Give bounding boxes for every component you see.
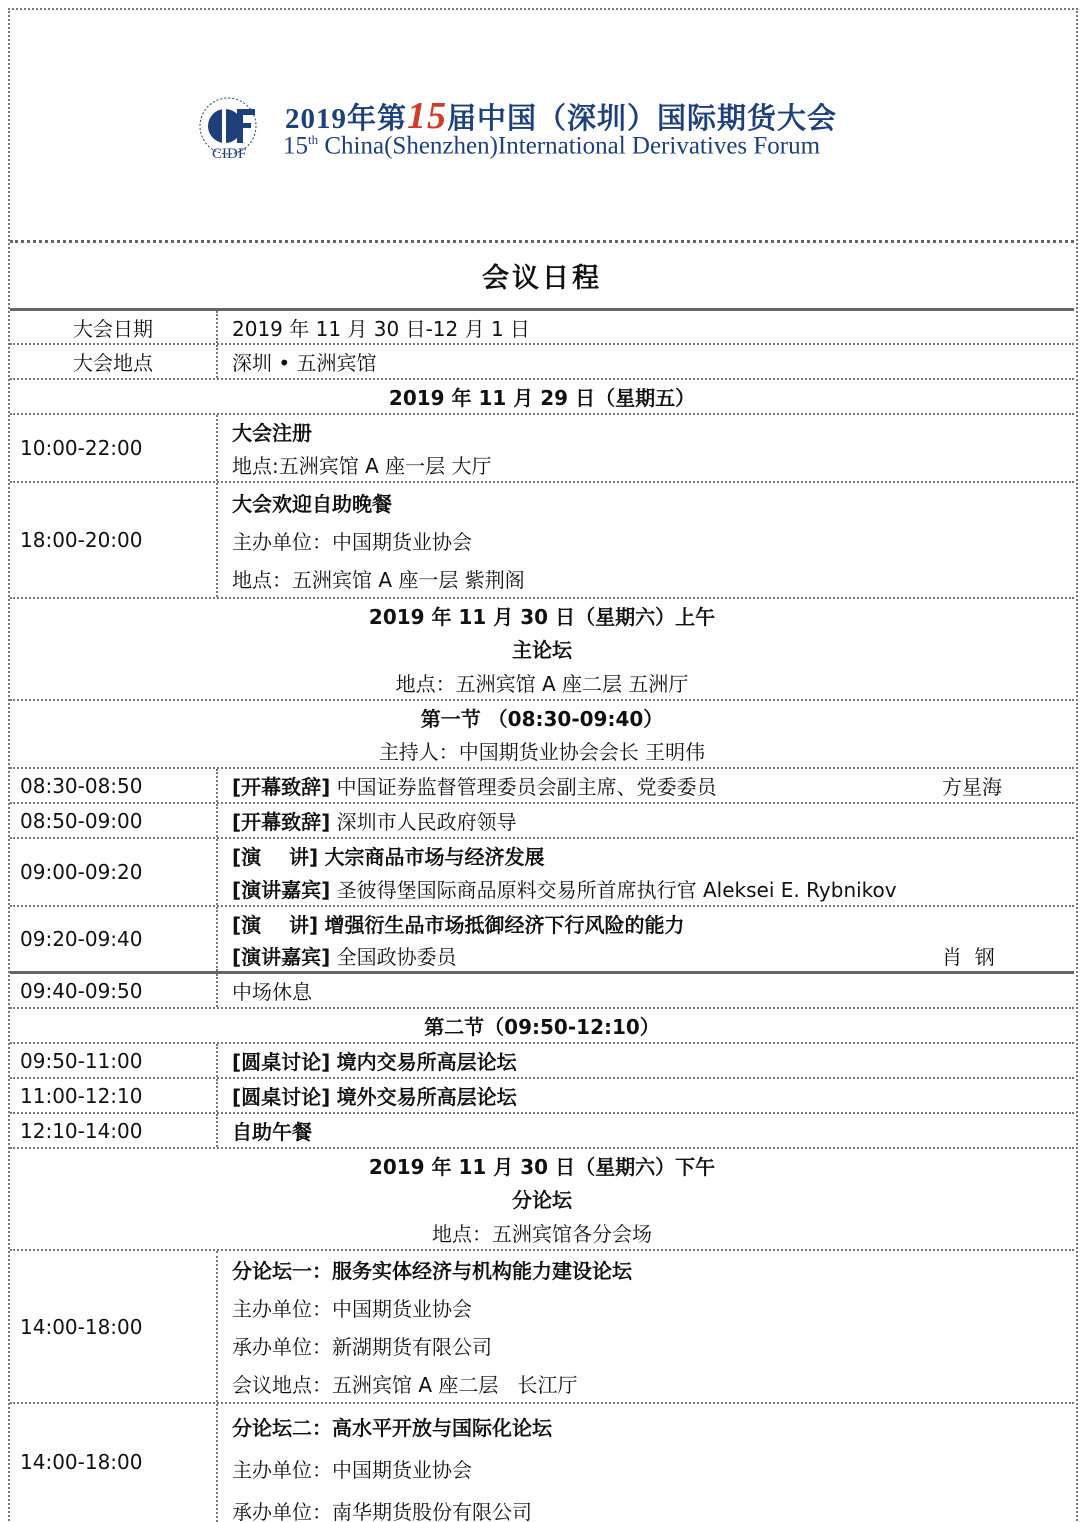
day-header: 2019 年 11 月 30 日（星期六）上午 — [368, 605, 716, 630]
section-title: 第二节（09:50-12:10） — [424, 1015, 660, 1039]
doc-title-row — [10, 243, 1074, 311]
title-en-rest: China(Shenzhen)International Derivatives Forum — [318, 132, 821, 160]
event-place: 地点：五洲宾馆 A 座一层 紫荆阁 — [232, 567, 525, 592]
forum-name: 分论坛 — [512, 1188, 572, 1213]
time-cell: 09:50-11:00 — [10, 1044, 218, 1077]
info-label: 大会日期 — [10, 311, 218, 343]
time-cell: 09:20-09:40 — [10, 907, 218, 971]
session-header-row — [10, 1149, 1074, 1251]
event-tag: [演 讲] — [232, 845, 319, 869]
event-organizer: 承办单位：南华期货股份有限公司 — [232, 1500, 532, 1522]
event-tag: [演讲嘉宾] — [232, 944, 331, 969]
title-en-sup: th — [308, 132, 319, 147]
event-organizer: 承办单位：新湖期货有限公司 — [232, 1334, 492, 1359]
event-host: 主办单位：中国期货业协会 — [232, 529, 472, 554]
forum-place: 地点：五洲宾馆 A 座二层 五洲厅 — [395, 671, 689, 696]
title-en-number: 15 — [283, 132, 308, 160]
time-cell: 08:30-08:50 — [10, 769, 218, 802]
event-place: 地点:五洲宾馆 A 座一层 大厅 — [232, 454, 492, 478]
time-cell: 12:10-14:00 — [10, 1114, 218, 1147]
section-host: 主持人：中国期货业协会会长 王明伟 — [378, 740, 706, 764]
info-value: 2019 年 11 月 30 日-12 月 1 日 — [232, 316, 531, 341]
schedule-row — [10, 1404, 1074, 1522]
section-title: 第一节 （08:30-09:40） — [420, 707, 664, 731]
time-cell: 09:00-09:20 — [10, 839, 218, 905]
event-title: 分论坛二：高水平开放与国际化论坛 — [232, 1416, 552, 1440]
forum-name: 主论坛 — [512, 638, 572, 663]
talk-title: 大宗商品市场与经济发展 — [324, 845, 545, 869]
day-header-row — [10, 380, 1074, 415]
event-text: 境外交易所高层论坛 — [336, 1085, 517, 1109]
speaker-name: 肖 钢 — [942, 944, 995, 969]
day-header: 2019 年 11 月 29 日（星期五） — [388, 386, 696, 410]
schedule-row — [10, 1044, 1074, 1079]
event-tag: [演讲嘉宾] — [232, 878, 331, 902]
logo-text: CIDF — [212, 146, 247, 162]
info-row — [10, 345, 1074, 380]
event-title: 分论坛一：服务实体经济与机构能力建设论坛 — [232, 1259, 632, 1284]
forum-place: 地点：五洲宾馆各分会场 — [432, 1221, 652, 1246]
event-host: 主办单位：中国期货业协会 — [232, 1297, 472, 1322]
day-header: 2019 年 11 月 30 日（星期六）下午 — [368, 1155, 716, 1180]
event-text: 中场休息 — [232, 980, 312, 1004]
event-tag: [圆桌讨论] — [232, 1050, 331, 1074]
talk-title: 增强衍生品市场抵御经济下行风险的能力 — [324, 912, 685, 937]
event-tag: [开幕致辞] — [232, 810, 331, 834]
event-tag: [开幕致辞] — [232, 775, 331, 799]
speaker-name: 圣彼得堡国际商品原料交易所首席执行官 Aleksei E. Rybnikov — [336, 878, 897, 902]
event-tag: [演 讲] — [232, 912, 319, 937]
event-title: 大会注册 — [232, 421, 312, 445]
schedule-row — [10, 839, 1074, 907]
info-row — [10, 311, 1074, 345]
schedule-row — [10, 1251, 1074, 1404]
event-place: 会议地点：五洲宾馆 A 座二层 长江厅 — [232, 1372, 578, 1397]
time-cell: 11:00-12:10 — [10, 1079, 218, 1112]
time-cell: 18:00-20:00 — [10, 483, 218, 597]
title-cn-number: 15 — [407, 95, 448, 137]
event-tag: [圆桌讨论] — [232, 1085, 331, 1109]
schedule-row — [10, 1079, 1074, 1114]
doc-title: 会议日程 — [482, 263, 602, 294]
info-label: 大会地点 — [10, 345, 218, 378]
time-cell: 14:00-18:00 — [10, 1251, 218, 1402]
time-cell: 09:40-09:50 — [10, 974, 218, 1007]
schedule-row — [10, 769, 1074, 804]
schedule-row — [10, 483, 1074, 599]
event-text: 自助午餐 — [232, 1120, 312, 1144]
time-cell: 08:50-09:00 — [10, 804, 218, 837]
schedule-row — [10, 1114, 1074, 1149]
info-value: 深圳 • 五洲宾馆 — [232, 351, 377, 375]
schedule-row — [10, 907, 1074, 974]
event-text: 境内交易所高层论坛 — [336, 1050, 517, 1074]
schedule-row — [10, 974, 1074, 1009]
event-text: 深圳市人民政府领导 — [336, 810, 517, 834]
forum-title-en — [283, 132, 820, 160]
title-cn-pre: 2019年第 — [285, 103, 408, 135]
event-title: 大会欢迎自助晚餐 — [232, 491, 392, 516]
event-text: 中国证券监督管理委员会副主席、党委委员 — [336, 775, 717, 799]
section-header-row — [10, 1009, 1074, 1044]
schedule-row — [10, 415, 1074, 483]
schedule-row — [10, 804, 1074, 839]
session-header-row — [10, 599, 1074, 701]
event-host: 主办单位：中国期货业协会 — [232, 1458, 472, 1482]
time-cell: 14:00-18:00 — [10, 1404, 218, 1522]
title-cn-post: 届中国（深圳）国际期货大会 — [447, 103, 838, 135]
event-text: 全国政协委员 — [336, 944, 457, 969]
section-header-row — [10, 701, 1074, 769]
speaker-name: 方星海 — [942, 775, 1002, 799]
time-cell: 10:00-22:00 — [10, 415, 218, 481]
